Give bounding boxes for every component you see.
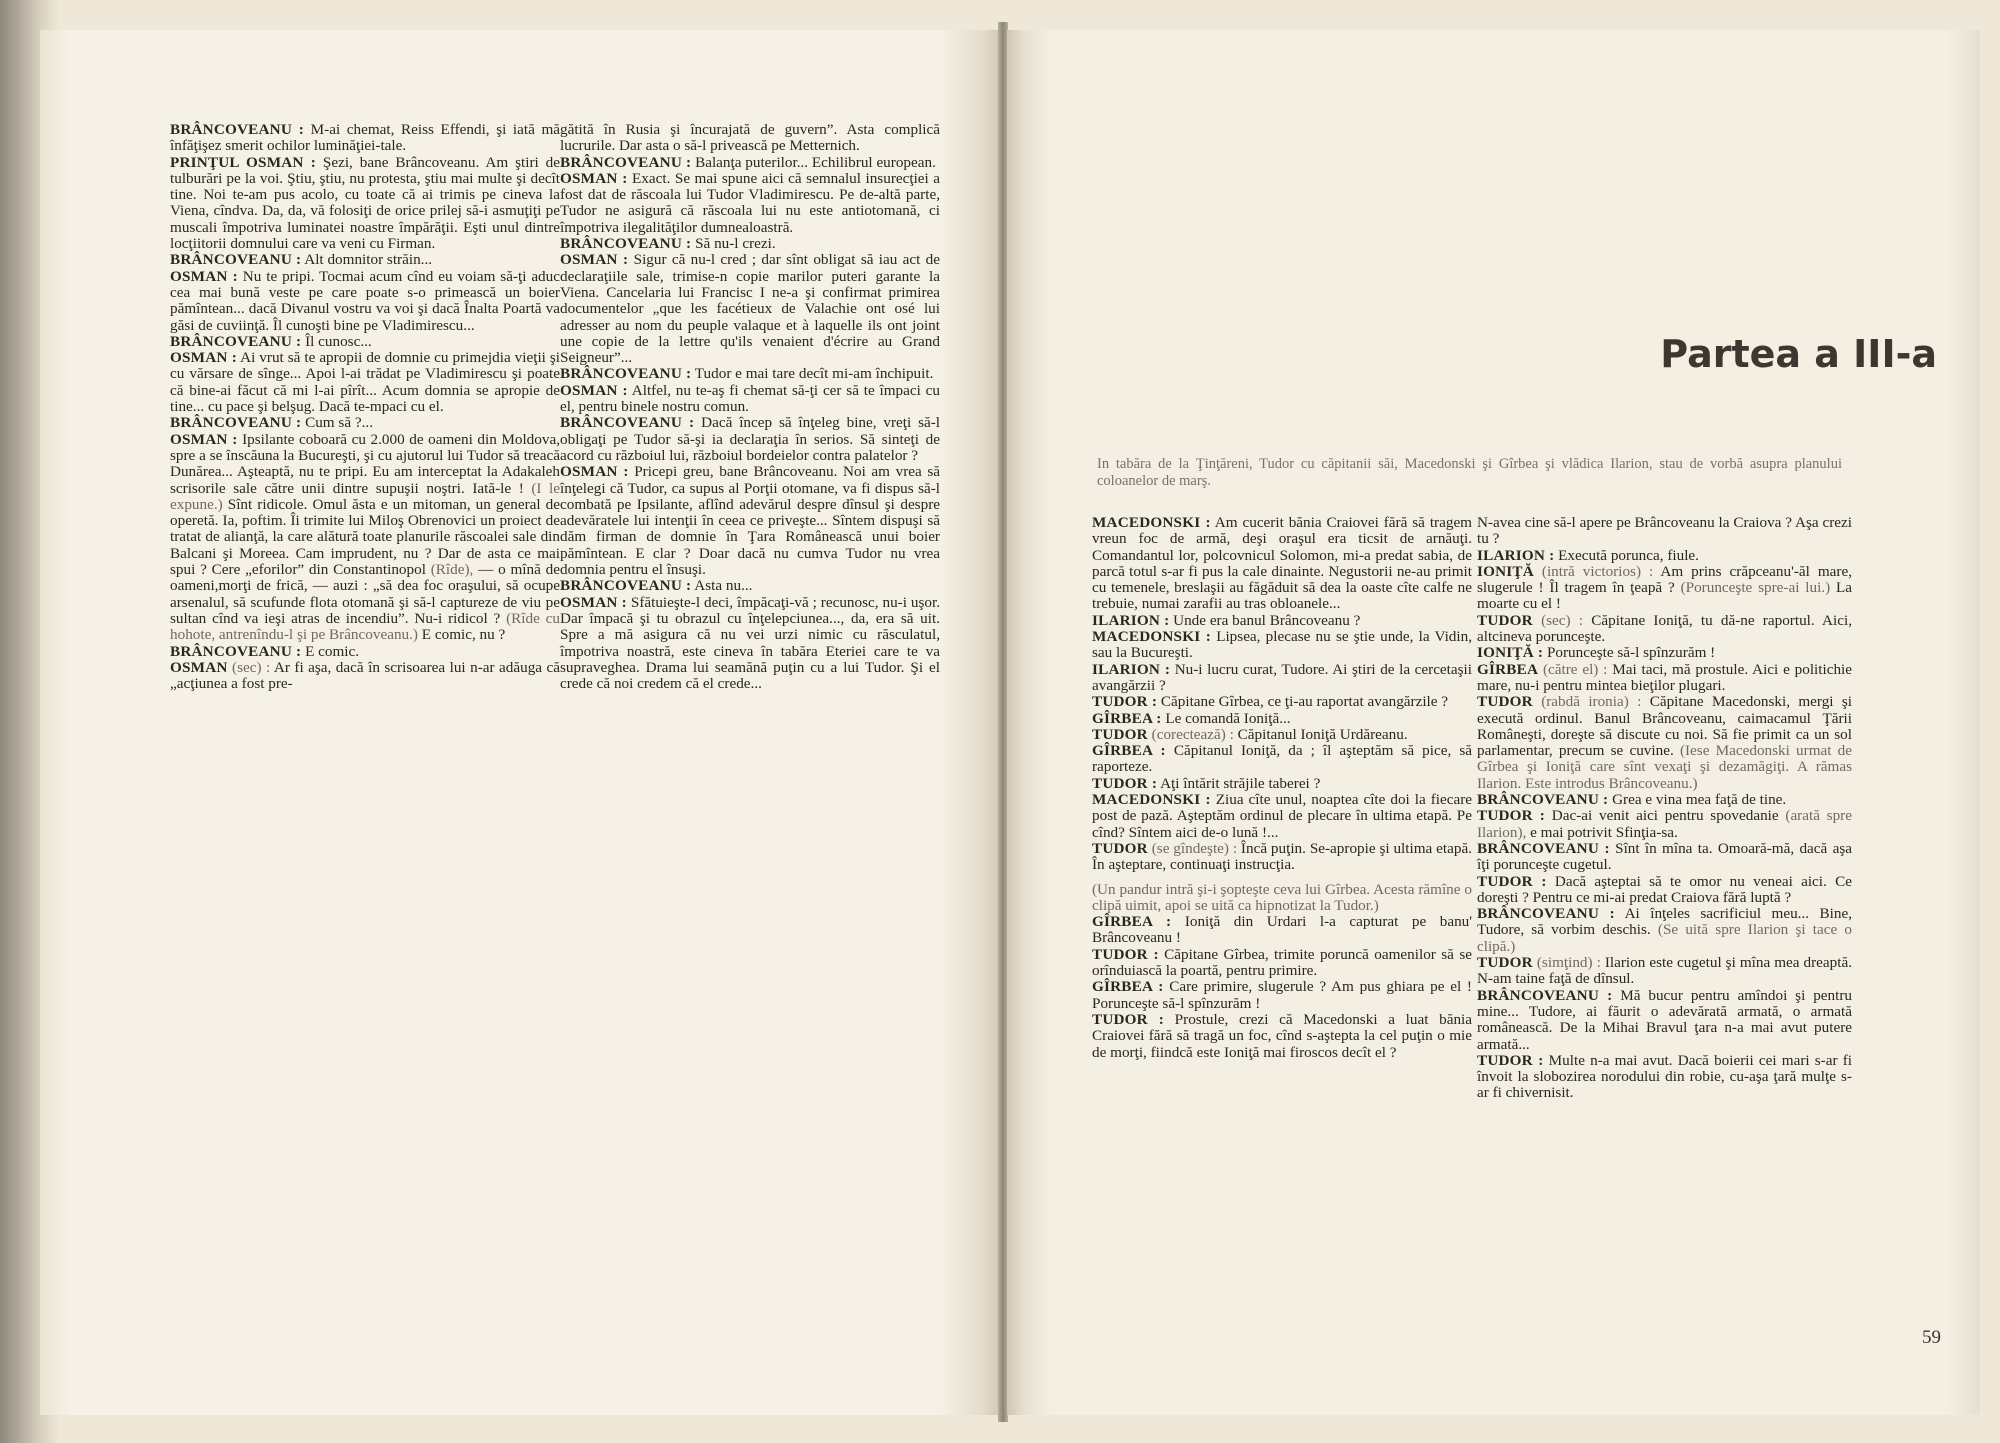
dialogue-paragraph (1092, 515, 1472, 613)
speaker-name: TUDOR : (1092, 945, 1159, 963)
speaker-name: BRÂNCOVEANU : (1477, 839, 1610, 857)
dialogue-paragraph (1092, 711, 1472, 727)
dialogue-paragraph (1477, 645, 1852, 661)
dialogue-text: Sînt ridicole. Omul ăsta e un mitoman, un general de operetă. Ia, poftim. Îi trimite lui Miloş Obrenovici un proiect de tratat de alianţă, la care alătură toate planurile răscoalei sale din Balcani şi Moreea. Cam imprudent, nu ? Dar de asta ce mai spui ? Cere „eforilor” din Constantinopol (170, 495, 560, 579)
dialogue-text: Ai înţeles sacrificiul meu... Bine, Tudore, să vorbim deschis. (1477, 905, 1853, 939)
dialogue-paragraph (1477, 694, 1852, 792)
stage-direction: (Porunceşte spre-ai lui.) (1674, 579, 1831, 597)
dialogue-text: M-ai chemat, Reiss Effendi, şi iată mă înfăţişez smerit ochilor luminăţiei-tale. (170, 121, 560, 155)
page-number: 59 (1922, 1327, 1941, 1348)
dialogue-paragraph (1477, 548, 1852, 564)
speaker-name: PRINŢUL OSMAN : (170, 153, 316, 171)
speaker-name: TUDOR (1477, 611, 1533, 629)
dialogue-paragraph (170, 252, 560, 268)
dialogue-text: Lipsea, plecase nu se ştie unde, la Vidin, sau la Bucureşti. (1092, 628, 1472, 662)
speaker-name: OSMAN : (560, 593, 627, 611)
dialogue-paragraph (1092, 979, 1472, 1012)
dialogue-paragraph (560, 464, 940, 578)
stage-direction: (sec) : (227, 658, 271, 676)
stage-direction: (Rîde cu hohote, antrenîndu-l şi pe Brâncoveanu.) (170, 609, 560, 644)
dialogue-paragraph (560, 595, 940, 693)
speaker-name: IONIŢĂ (1477, 562, 1534, 580)
speaker-name: OSMAN : (560, 381, 628, 399)
dialogue-paragraph (1092, 914, 1472, 947)
speaker-name: ILARION : (1477, 546, 1555, 564)
dialogue-text: Execută porunca, fiule. (1554, 546, 1699, 564)
stage-direction: (Rîde), (425, 561, 474, 579)
dialogue-paragraph (170, 660, 560, 693)
speaker-name: BRÂNCOVEANU : (170, 121, 305, 138)
dialogue-paragraph (170, 350, 560, 415)
dialogue-paragraph (1477, 613, 1852, 646)
dialogue-text: Ai vrut să te apropii de domnie cu primejdia vieţii şi cu vărsare de sînge... Apoi l-ai trădat pe Vladimirescu şi poate că bine-ai făcut că mi l-ai pîrît... Acum domnia se apropie de tine... cu pace şi belşug. Dacă te-mpaci cu el. (170, 349, 560, 416)
speaker-name: OSMAN : (170, 267, 238, 285)
stage-direction: (sec) : (1532, 611, 1584, 629)
dialogue-paragraph (1477, 792, 1852, 808)
dialogue-paragraph (560, 383, 940, 416)
dialogue-paragraph (1477, 955, 1852, 988)
dialogue-paragraph (1092, 841, 1472, 874)
speaker-name: GÎRBEA : (1092, 709, 1162, 727)
dialogue-paragraph (1477, 906, 1852, 955)
scene-intro: In tabăra de la Ţinţăreni, Tudor cu căpitanii săi, Macedonski şi Gîrbea şi vlădica Ilarion, stau de vorbă asupra planului coloanelor de marş. (1097, 456, 1842, 489)
speaker-name: BRÂNCOVEANU : (560, 153, 692, 171)
dialogue-text: Multe n-a mai avut. Dacă boierii cei mari s-ar fi învoit la slobozirea norodului din robie, cu-aşa ţară mulţe s-ar fi chivernisit. (1477, 1051, 1852, 1102)
dialogue-text: Să nu-l crezi. (691, 235, 776, 253)
stage-direction: (arată spre Ilarion), (1477, 807, 1852, 841)
speaker-name: OSMAN (170, 658, 228, 676)
speaker-name: BRÂNCOVEANU : (170, 251, 302, 269)
dialogue-text: Cum să ?... (301, 414, 373, 432)
dialogue-paragraph (1477, 808, 1852, 841)
dialogue-paragraph (560, 122, 940, 155)
stage-direction: (intră victorios) : (1533, 562, 1654, 580)
stage-direction: (corectează) : (1147, 725, 1234, 743)
dialogue-text: E comic. (301, 642, 360, 660)
dialogue-paragraph (560, 578, 940, 594)
dialogue-text: Unde era banul Brâncoveanu ? (1169, 611, 1361, 629)
dialogue-text: E comic, nu ? (417, 626, 506, 644)
dialogue-text: Porunceşte să-l spînzurăm ! (1543, 644, 1716, 662)
dialogue-text: Încă puţin. Se-apropie şi ultima etapă. În aşteptare, continuaţi instrucţia. (1092, 839, 1472, 874)
speaker-name: ILARION : (1092, 660, 1171, 678)
dialogue-text: Sînt în mîna ta. Omoară-mă, dacă aşa îţi porunceşte cugetul. (1477, 839, 1852, 874)
speaker-name: BRÂNCOVEANU : (1477, 986, 1613, 1004)
stage-direction: (către el) : (1538, 660, 1608, 678)
dialogue-paragraph (170, 432, 560, 644)
dialogue-paragraph (1092, 662, 1472, 695)
left-page (40, 30, 1000, 1415)
dialogue-paragraph (1092, 743, 1472, 776)
speaker-name: TUDOR : (1092, 1010, 1164, 1028)
dialogue-text: Balanţa puterilor... Echilibrul european. (691, 153, 936, 171)
speaker-name: OSMAN : (170, 430, 238, 448)
dialogue-text: Tudor e mai tare decît mi-am închipuit. (691, 365, 934, 383)
stage-direction-paragraph (1092, 882, 1472, 915)
dialogue-text: Sigur că nu-l cred ; dar sînt obligat să iau act de declaraţiile sale, trimise-n copie marilor puteri garante la Viena. Cancelaria lui Francisc I ne-a şi confirmat primirea documentelor „que les facétieux de Valachie ont osé lui adresser au nom du peuple valaque et à laquelle ils ont joint une copie de la lettre qu'ils venaient d'écrire au Grand Seigneur”... (560, 251, 941, 367)
dialogue-paragraph (1092, 1012, 1472, 1061)
stage-direction: (rabdă ironia) : (1532, 693, 1642, 711)
stage-direction: (se gîndeşte) : (1147, 839, 1238, 857)
dialogue-text: Le comandă Ioniţă... (1161, 709, 1291, 727)
dialogue-text: Căpitane Gîrbea, ce ţi-au raportat avangărzile ? (1157, 693, 1449, 711)
speaker-name: MACEDONSKI : (1092, 628, 1211, 646)
dialogue-text: Căpitane Ioniţă, tu dă-ne raportul. Aici, altcineva porunceşte. (1477, 611, 1852, 646)
dialogue-paragraph (170, 415, 560, 431)
speaker-name: OSMAN : (170, 349, 237, 367)
dialogue-text: Căpitane Gîrbea, trimite poruncă oamenilor să se orînduiască la poartă, pentru primire. (1092, 945, 1472, 980)
speaker-name: TUDOR (1477, 693, 1533, 711)
speaker-name: OSMAN : (560, 463, 629, 481)
speaker-name: ILARION : (1092, 611, 1170, 629)
speaker-name: GÎRBEA : (1092, 913, 1172, 931)
dialogue-text: Ar fi aşa, dacă în scrisoarea lui n-ar adăuga că „acţiunea a fost pre- (170, 658, 561, 693)
dialogue-paragraph (170, 644, 560, 660)
dialogue-text: Ziua cîte unul, noaptea cîte doi la fiecare post de pază. Aşteptăm ordinul de plecare în ultima etapă. Pe cînd? Sîntem aici de-o lună !... (1092, 791, 1472, 841)
dialogue-text: gătită în Rusia şi încurajată de guvern”. Asta complică lucrurile. Dar asta o să-l privească pe Metternich. (560, 121, 940, 155)
speaker-name: BRÂNCOVEANU : (170, 642, 302, 660)
speaker-name: IONIŢĂ : (1477, 644, 1544, 662)
dialogue-text: Şezi, bane Brâncoveanu. Am ştiri de tulburări pe la voi. Ştiu, ştiu, nu protesta, ştiu mai multe şi decît tine. Noi te-am pus acolo, cu toate că ai trimis pe cineva la Viena, cîndva. Da, da, vă folosiţi de orice prilej să-i asmuţiţi pe muscali împotriva luminatei noastre împărăţii. Eşti unul dintre locţiitorii domnului care va veni cu Firman. (170, 153, 560, 253)
dialogue-text: Căpitanul Ioniţă, da ; îl aşteptăm să pice, să raporteze. (1092, 742, 1472, 776)
dialogue-text: e mai potrivit Sfinţia-sa. (1526, 823, 1678, 841)
stage-direction: (Iese Macedonski urmat de Gîrbea şi Ioniţă care sînt vexaţi şi dezamăgiţi. A rămas Ilarion. Este introdus Brâncoveanu.) (1477, 742, 1852, 792)
dialogue-paragraph (1477, 564, 1852, 613)
right-page-column-2 (1477, 515, 1852, 1102)
dialogue-paragraph (560, 366, 940, 382)
speaker-name: BRÂNCOVEANU : (560, 577, 692, 595)
dialogue-paragraph (170, 269, 560, 334)
right-page (1007, 30, 1980, 1415)
speaker-name: MACEDONSKI : (1092, 514, 1211, 531)
speaker-name: TUDOR : (1092, 693, 1158, 711)
part-title: Partea a III-a (1660, 332, 1937, 376)
right-page-column-1 (1092, 515, 1472, 1061)
dialogue-paragraph (560, 171, 940, 236)
dialogue-paragraph (1092, 792, 1472, 841)
dialogue-text: Am prins crăpceanu'-ăl mare, slugerule ! Îl tragem în ţeapă ? (1477, 562, 1852, 597)
dialogue-paragraph (1477, 515, 1852, 548)
dialogue-paragraph (560, 252, 940, 366)
left-page-column-2 (560, 122, 940, 692)
speaker-name: TUDOR : (1477, 807, 1546, 825)
speaker-name: OSMAN : (560, 169, 628, 187)
speaker-name: BRÂNCOVEANU : (1477, 905, 1615, 923)
dialogue-text: Sfătuieşte-l deci, împăcaţi-vă ; recunosc, nu-i uşor. Dar împacă şi tu obrazul cu înţelepciunea..., da, era să uit. Spre a mă asigura că nu vei urzi nimic cu răsculatul, împotriva noastră, este cineva în tabăra Eteriei care te va supraveghea. Drama lui seamănă puţin cu a lui Tudor. Şi el crede că noi credem că el crede... (560, 593, 940, 693)
speaker-name: BRÂNCOVEANU : (560, 365, 692, 383)
dialogue-text: Ioniţă din Urdari l-a capturat pe banu' Brâncoveanu ! (1092, 913, 1472, 947)
dialogue-text: Care primire, slugerule ? Am pus ghiara pe el ! Porunceşte să-l spînzurăm ! (1092, 978, 1472, 1012)
dialogue-text: Mai taci, mă prostule. Aici e politichie mare, nu-i pentru mintea bieţilor plugari. (1477, 660, 1853, 694)
speaker-name: BRÂNCOVEANU : (170, 332, 302, 350)
speaker-name: BRÂNCOVEANU : (170, 414, 302, 432)
dialogue-paragraph (1477, 662, 1852, 695)
dialogue-paragraph (1092, 947, 1472, 980)
dialogue-text: Altfel, nu te-aş fi chemat să-ţi cer să te împaci cu el, pentru binele nostru comun. (560, 381, 940, 416)
dialogue-paragraph (1477, 841, 1852, 874)
dialogue-text: Mă bucur pentru amîndoi şi pentru mine... Tudore, ai făurit o adevărată armată, o armată românească. De la Mihai Bravul ţara n-a mai avut putere armată... (1477, 986, 1852, 1053)
dialogue-paragraph (1092, 776, 1472, 792)
speaker-name: TUDOR (1092, 725, 1148, 743)
dialogue-paragraph (1477, 1053, 1852, 1102)
dialogue-text: Dacă aşteptai să te omor nu veneai aici. Ce doreşti ? Pentru ce mi-ai predat Craiova fără luptă ? (1477, 872, 1852, 906)
dialogue-paragraph (170, 122, 560, 155)
dialogue-text: Dac-ai venit aici pentru spovedanie (1545, 807, 1779, 825)
dialogue-paragraph (170, 155, 560, 253)
dialogue-paragraph (1477, 988, 1852, 1053)
speaker-name: TUDOR : (1092, 774, 1158, 792)
dialogue-text: Exact. Se mai spune aici că semnalul insurecţiei a fost dat de răscoala lui Tudor Vladimirescu. Pe de-altă parte, Tudor ne asigură că răscoala lui nu este antiotomană, ci împotriva ilegalităţilor dumnealoastră. (560, 169, 940, 236)
speaker-name: BRÂNCOVEANU : (1477, 791, 1609, 809)
dialogue-text: Căpitane Macedonski, mergi şi execută ordinul. Banul Brâncoveanu, caimacamul Ţării Româneşti, doreşte să discute cu noi. Să fie primit ca un sol parlamentar, precum se cuvine. (1477, 693, 1852, 760)
dialogue-text: Grea e vina mea faţă de tine. (1608, 791, 1787, 809)
left-page-column-1 (170, 122, 560, 692)
stage-direction: (simţind) : (1532, 954, 1601, 972)
dialogue-text: La moarte cu el ! (1477, 579, 1853, 613)
dialogue-paragraph (1092, 629, 1472, 662)
dialogue-paragraph (1092, 613, 1472, 629)
dialogue-text: Aţi întărit străjile taberei ? (1157, 774, 1321, 792)
dialogue-text: Ipsilante coboară cu 2.000 de oameni din Moldova, spre a se înscăuna la Bucureşti, şi cu ajutorul lui Tudor să treacă Dunărea... Aşteaptă, nu te pripi. Eu am interceptat la Adakaleh scrisorile sale către unii dintre supuşii noştri. Iată-le ! (170, 430, 560, 497)
dialogue-text: Pricepi greu, bane Brâncoveanu. Noi am vrea să înţelegi că Tudor, ca supus al Porţii otomane, va fi dispus să-l combată pe Ipsilante, aflînd adevărul despre dînsul şi despre adevăratele lui intenţii în ceea ce priveşte... Sîntem dispuşi să dăm firman de domnie în Ţara Românească unui boier pămîntean. E clar ? Doar dacă nu cumva Tudor nu vrea domnia pentru el însuşi. (560, 463, 940, 579)
speaker-name: OSMAN : (560, 251, 629, 269)
dialogue-paragraph (1092, 727, 1472, 743)
dialogue-paragraph (560, 236, 940, 252)
speaker-name: TUDOR (1477, 954, 1533, 972)
dialogue-text: Ilarion este cugetul şi mîna mea dreaptă. N-am taine faţă de dînsul. (1477, 954, 1853, 988)
dialogue-text: Nu-i lucru curat, Tudore. Ai ştiri de la cercetaşii avangărzii ? (1092, 660, 1472, 694)
dialogue-text: Alt domnitor străin... (301, 251, 433, 269)
speaker-name: GÎRBEA : (1092, 742, 1166, 760)
stage-direction: (I le expune.) (170, 479, 561, 513)
dialogue-text: Prostule, crezi că Macedonski a luat bănia Craiovei fără să tragă un foc, cînd s-aştepta la cel puţin o mie de morţi, fiindcă este Ioniţă mai firoscos decît el ? (1092, 1010, 1472, 1061)
dialogue-text: Dacă încep să înţeleg bine, vreţi să-l obligaţi pe Tudor să-şi ia declaraţia în serios. Să sinteţi de acord cu războiul lui, războiul bordeielor contra palatelor ? (560, 414, 940, 464)
speaker-name: TUDOR : (1477, 1051, 1544, 1069)
dialogue-text: Căpitanul Ioniţă Urdăreanu. (1233, 725, 1408, 743)
speaker-name: MACEDONSKI : (1092, 791, 1211, 809)
speaker-name: TUDOR (1092, 839, 1148, 857)
dialogue-text: Nu te pripi. Tocmai acum cînd eu voiam să-ţi aduc cea mai bună veste pe care poate s-o primească un boier pămîntean... dacă Divanul vostru va voi şi dacă Înalta Poartă va găsi de cuviinţă. Îl cunoşti bine pe Vladimirescu... (170, 267, 560, 334)
stage-direction: (Se uită spre Ilarion şi tace o clipă.) (1477, 921, 1852, 955)
dialogue-paragraph (560, 155, 940, 171)
stage-direction: (Un pandur intră şi-i şopteşte ceva lui Gîrbea. Acesta rămîne o clipă uimit, apoi se uită ca hipnotizat la Tudor.) (1092, 880, 1472, 914)
speaker-name: GÎRBEA (1477, 660, 1539, 678)
dialogue-paragraph (1092, 694, 1472, 710)
dialogue-paragraph (1477, 874, 1852, 907)
dialogue-text: Îl cunosc... (301, 332, 372, 350)
speaker-name: BRÂNCOVEANU : (560, 235, 692, 253)
dialogue-text: Am cucerit bănia Craiovei fără să tragem vreun foc de armă, deşi oraşul era ticsit de arnăuţi. Comandantul lor, polcovnicul Solomon, mi-a predat sabia, de parcă totul s-ar fi pus la cale dinainte. Negustorii ne-au primit cu temenele, breslaşii au făgăduit să dea la oaste cîte calfe ne trebuie, numai zarafii au tras obloanele... (1092, 514, 1472, 613)
speaker-name: GÎRBEA : (1092, 978, 1164, 996)
dialogue-paragraph (560, 415, 940, 464)
dialogue-text: Asta nu... (691, 577, 753, 595)
speaker-name: TUDOR : (1477, 872, 1547, 890)
dialogue-text: — o mînă de oameni,morţi de frică, — auzi : „să dea foc oraşului, să ocupe arsenalul, să scufunde flota otomană şi să-l captureze de viu pe sultan cînd va ieşi atras de incendiu”. Nu-i ridicol ? (170, 561, 560, 627)
dialogue-text: N-avea cine să-l apere pe Brâncoveanu la Craiova ? Aşa crezi tu ? (1477, 514, 1852, 548)
dialogue-paragraph (170, 334, 560, 350)
speaker-name: BRÂNCOVEANU : (560, 414, 695, 432)
